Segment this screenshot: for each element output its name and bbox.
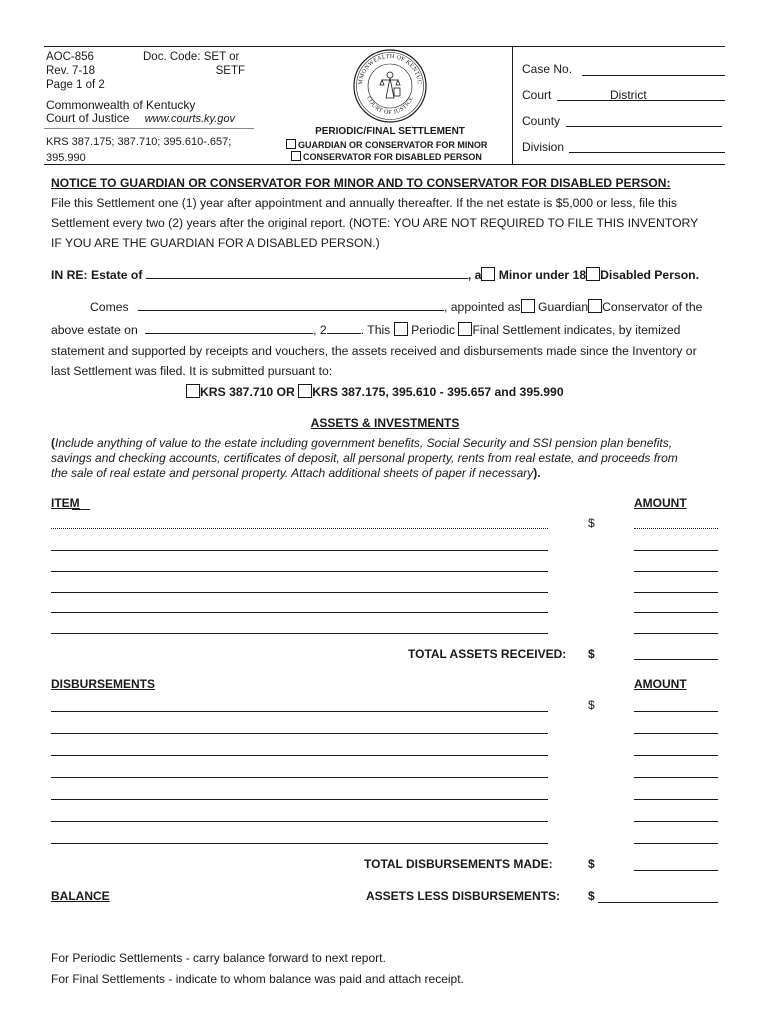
- form-title: PERIODIC/FINAL SETTLEMENT: [315, 126, 465, 137]
- disb-item-line-2[interactable]: [51, 733, 548, 734]
- case-no-label: Case No.: [522, 62, 573, 76]
- court-of-justice-line: [46, 111, 235, 125]
- balance-field[interactable]: [598, 902, 718, 903]
- asset-amount-line-3[interactable]: [634, 571, 718, 572]
- krs-387-175-checkbox[interactable]: [298, 384, 312, 398]
- last-settlement-line: last Settlement was filed. It is submitted pursuant to:: [51, 364, 333, 378]
- notice-line1: File this Settlement one (1) year after appointment and annually thereafter. If the net estate is $5,000 or less, file this: [51, 196, 677, 210]
- total-assets-dollar: $: [588, 647, 595, 661]
- in-re-sep: , a: [467, 268, 482, 282]
- asset-amount-line-6[interactable]: [634, 633, 718, 634]
- disbursements-amount-header: AMOUNT: [634, 677, 687, 691]
- court-label: Court: [522, 88, 552, 102]
- court-of-justice: Court of Justice: [46, 111, 130, 125]
- periodic-checkbox[interactable]: [394, 322, 408, 336]
- notice-body: [51, 193, 698, 253]
- disabled-checkbox[interactable]: [586, 267, 600, 281]
- in-re-label: IN RE: Estate of: [51, 268, 143, 282]
- petitioner-name-field[interactable]: [138, 299, 444, 311]
- asset-amount-line-2[interactable]: [634, 550, 718, 551]
- conservator-label: Conservator of the: [602, 300, 703, 314]
- disb-item-line-4[interactable]: [51, 777, 548, 778]
- disabled-label: Disabled Person.: [600, 268, 700, 282]
- minor-label: Minor under 18: [498, 268, 587, 282]
- asset-amount-line-5[interactable]: [634, 612, 718, 613]
- svg-text:COMMONWEALTH OF KENTUCKY: MMONWEALTH OF KENTUC: [357, 53, 423, 86]
- asset-item-line-3[interactable]: [51, 571, 548, 572]
- desc-line3: the sale of real estate and personal property. Attach additional sheets of paper if necessary: [51, 466, 534, 480]
- disb-amount-line-5[interactable]: [634, 799, 718, 800]
- above-estate-label: above estate on: [51, 323, 138, 337]
- assets-less-label: ASSETS LESS DISBURSEMENTS:: [366, 889, 561, 903]
- disb-amount-line-3[interactable]: [634, 755, 718, 756]
- header-top-rule: [44, 46, 725, 47]
- krs-387-710-checkbox[interactable]: [186, 384, 200, 398]
- disb-amount-line-2[interactable]: [634, 733, 718, 734]
- item-header-underline: [72, 509, 90, 510]
- final-settlement-label: Final Settlement indicates, by itemized: [472, 323, 681, 337]
- assets-amount-header: AMOUNT: [634, 496, 687, 510]
- total-disbursements-field[interactable]: [634, 870, 718, 871]
- statutes-block: [46, 134, 231, 166]
- desc-line2: savings and checking accounts, certificates of deposit, all personal property, rents from real estate, and proceeds from: [51, 451, 678, 465]
- appointed-as-label: , appointed as: [444, 300, 521, 314]
- form-id-block: [46, 50, 105, 92]
- county-field[interactable]: [566, 126, 722, 127]
- division-field[interactable]: [569, 152, 725, 153]
- disb-item-line-6[interactable]: [51, 821, 548, 822]
- footer-final-note: For Final Settlements - indicate to whom balance was paid and attach receipt.: [51, 972, 464, 986]
- conservator-disabled-checkbox[interactable]: [291, 151, 301, 161]
- form-number: AOC-856: [46, 51, 94, 63]
- desc-open: (: [51, 436, 55, 450]
- court-website: www.courts.ky.gov: [144, 113, 235, 125]
- svg-text:COURT OF JUSTICE: COURT OF JUSTICE: [365, 95, 415, 117]
- statutes-line2: 395.990: [46, 152, 86, 164]
- disb-amount-line-6[interactable]: [634, 821, 718, 822]
- final-checkbox[interactable]: [458, 322, 472, 336]
- desc-close: ).: [533, 466, 541, 480]
- minor-checkbox[interactable]: [481, 267, 495, 281]
- option-conservator-label: CONSERVATOR FOR DISABLED PERSON: [303, 152, 482, 162]
- balance-dollar: $: [588, 889, 595, 903]
- asset-amount-line-4[interactable]: [634, 592, 718, 593]
- year-prefix: , 2: [313, 323, 327, 337]
- in-re-row: [51, 267, 699, 282]
- this-label: . This: [360, 323, 391, 337]
- kentucky-seal: [352, 48, 428, 124]
- notice-title: NOTICE TO GUARDIAN OR CONSERVATOR FOR MINOR AND TO CONSERVATOR FOR DISABLED PERSON:: [51, 176, 671, 190]
- disb-item-line-7[interactable]: [51, 843, 548, 844]
- assets-title: ASSETS & INVESTMENTS: [310, 416, 460, 430]
- case-no-field[interactable]: [582, 75, 725, 76]
- asset-item-line-2[interactable]: [51, 550, 548, 551]
- disb-item-line-1[interactable]: [51, 711, 548, 712]
- guardian-minor-checkbox[interactable]: [286, 139, 296, 149]
- disb-amount-line-4[interactable]: [634, 777, 718, 778]
- form-page: Page 1 of 2: [46, 79, 105, 91]
- option-guardian-minor[interactable]: [286, 139, 487, 150]
- form-revision: Rev. 7-18: [46, 65, 96, 77]
- statutes-line1: KRS 387.175; 387.710; 395.610-.657;: [46, 136, 232, 148]
- item-header: ITEM: [51, 496, 80, 510]
- asset-item-line-5[interactable]: [51, 612, 548, 613]
- periodic-label: Periodic: [411, 323, 456, 337]
- state-name: Commonwealth of Kentucky: [46, 98, 196, 112]
- disb-item-line-3[interactable]: [51, 755, 548, 756]
- asset-item-line-4[interactable]: [51, 592, 548, 593]
- notice-line2: Settlement every two (2) years after the original report. (NOTE: YOU ARE NOT REQUIRED TO FILE THIS INVENTORY: [51, 216, 699, 230]
- doc-code-line2: SETF: [215, 65, 245, 77]
- krs-b-label: KRS 387.175, 395.610 - 395.657 and 395.990: [312, 385, 564, 399]
- comes-row: [90, 299, 702, 314]
- disb-item-line-5[interactable]: [51, 799, 548, 800]
- total-assets-field[interactable]: [634, 659, 718, 660]
- court-value: District: [610, 88, 647, 102]
- total-assets-label: TOTAL ASSETS RECEIVED:: [408, 647, 567, 661]
- asset-item-line-1[interactable]: [51, 528, 548, 529]
- disb-amount-line-1[interactable]: [634, 711, 718, 712]
- disbursements-dollar: $: [588, 698, 595, 712]
- balance-label: BALANCE: [51, 889, 110, 903]
- desc-line1: Include anything of value to the estate including government benefits, Social Security and SSI pension plan benefits,: [55, 436, 673, 450]
- above-estate-row: [51, 322, 680, 337]
- division-label: Division: [522, 140, 565, 154]
- statement-line: statement and supported by receipts and vouchers, the assets received and disbursements made since the Inventory or: [51, 344, 697, 358]
- disbursements-header: DISBURSEMENTS: [51, 677, 156, 691]
- statutes-top-rule: [44, 128, 254, 129]
- option-conservator-disabled[interactable]: [291, 151, 482, 162]
- asset-amount-line-1[interactable]: [634, 528, 718, 529]
- guardian-checkbox[interactable]: [521, 299, 535, 313]
- county-label: County: [522, 114, 561, 128]
- estate-name-field[interactable]: [146, 267, 468, 279]
- total-disbursements-dollar: $: [588, 857, 595, 871]
- doc-code-line1: Doc. Code: SET or: [143, 51, 240, 63]
- option-guardian-label: GUARDIAN OR CONSERVATOR FOR MINOR: [298, 140, 488, 150]
- assets-description: [51, 436, 723, 481]
- guardian-label: Guardian: [537, 300, 589, 314]
- assets-dollar: $: [588, 516, 595, 530]
- comes-label: Comes: [90, 300, 129, 314]
- footer-periodic-note: For Periodic Settlements - carry balance forward to next report.: [51, 951, 386, 965]
- conservator-checkbox[interactable]: [588, 299, 602, 313]
- notice-line3: IF YOU ARE THE GUARDIAN FOR A DISABLED PERSON.): [51, 236, 380, 250]
- doc-code-block: [143, 50, 253, 78]
- header-divider: [512, 46, 513, 164]
- total-disbursements-label: TOTAL DISBURSEMENTS MADE:: [364, 857, 553, 871]
- asset-item-line-6[interactable]: [51, 633, 548, 634]
- krs-row: [186, 384, 564, 399]
- appointment-year-field[interactable]: [327, 322, 361, 334]
- krs-a-label: KRS 387.710 OR: [200, 385, 295, 399]
- disb-amount-line-7[interactable]: [634, 843, 718, 844]
- appointment-date-field[interactable]: [145, 322, 313, 334]
